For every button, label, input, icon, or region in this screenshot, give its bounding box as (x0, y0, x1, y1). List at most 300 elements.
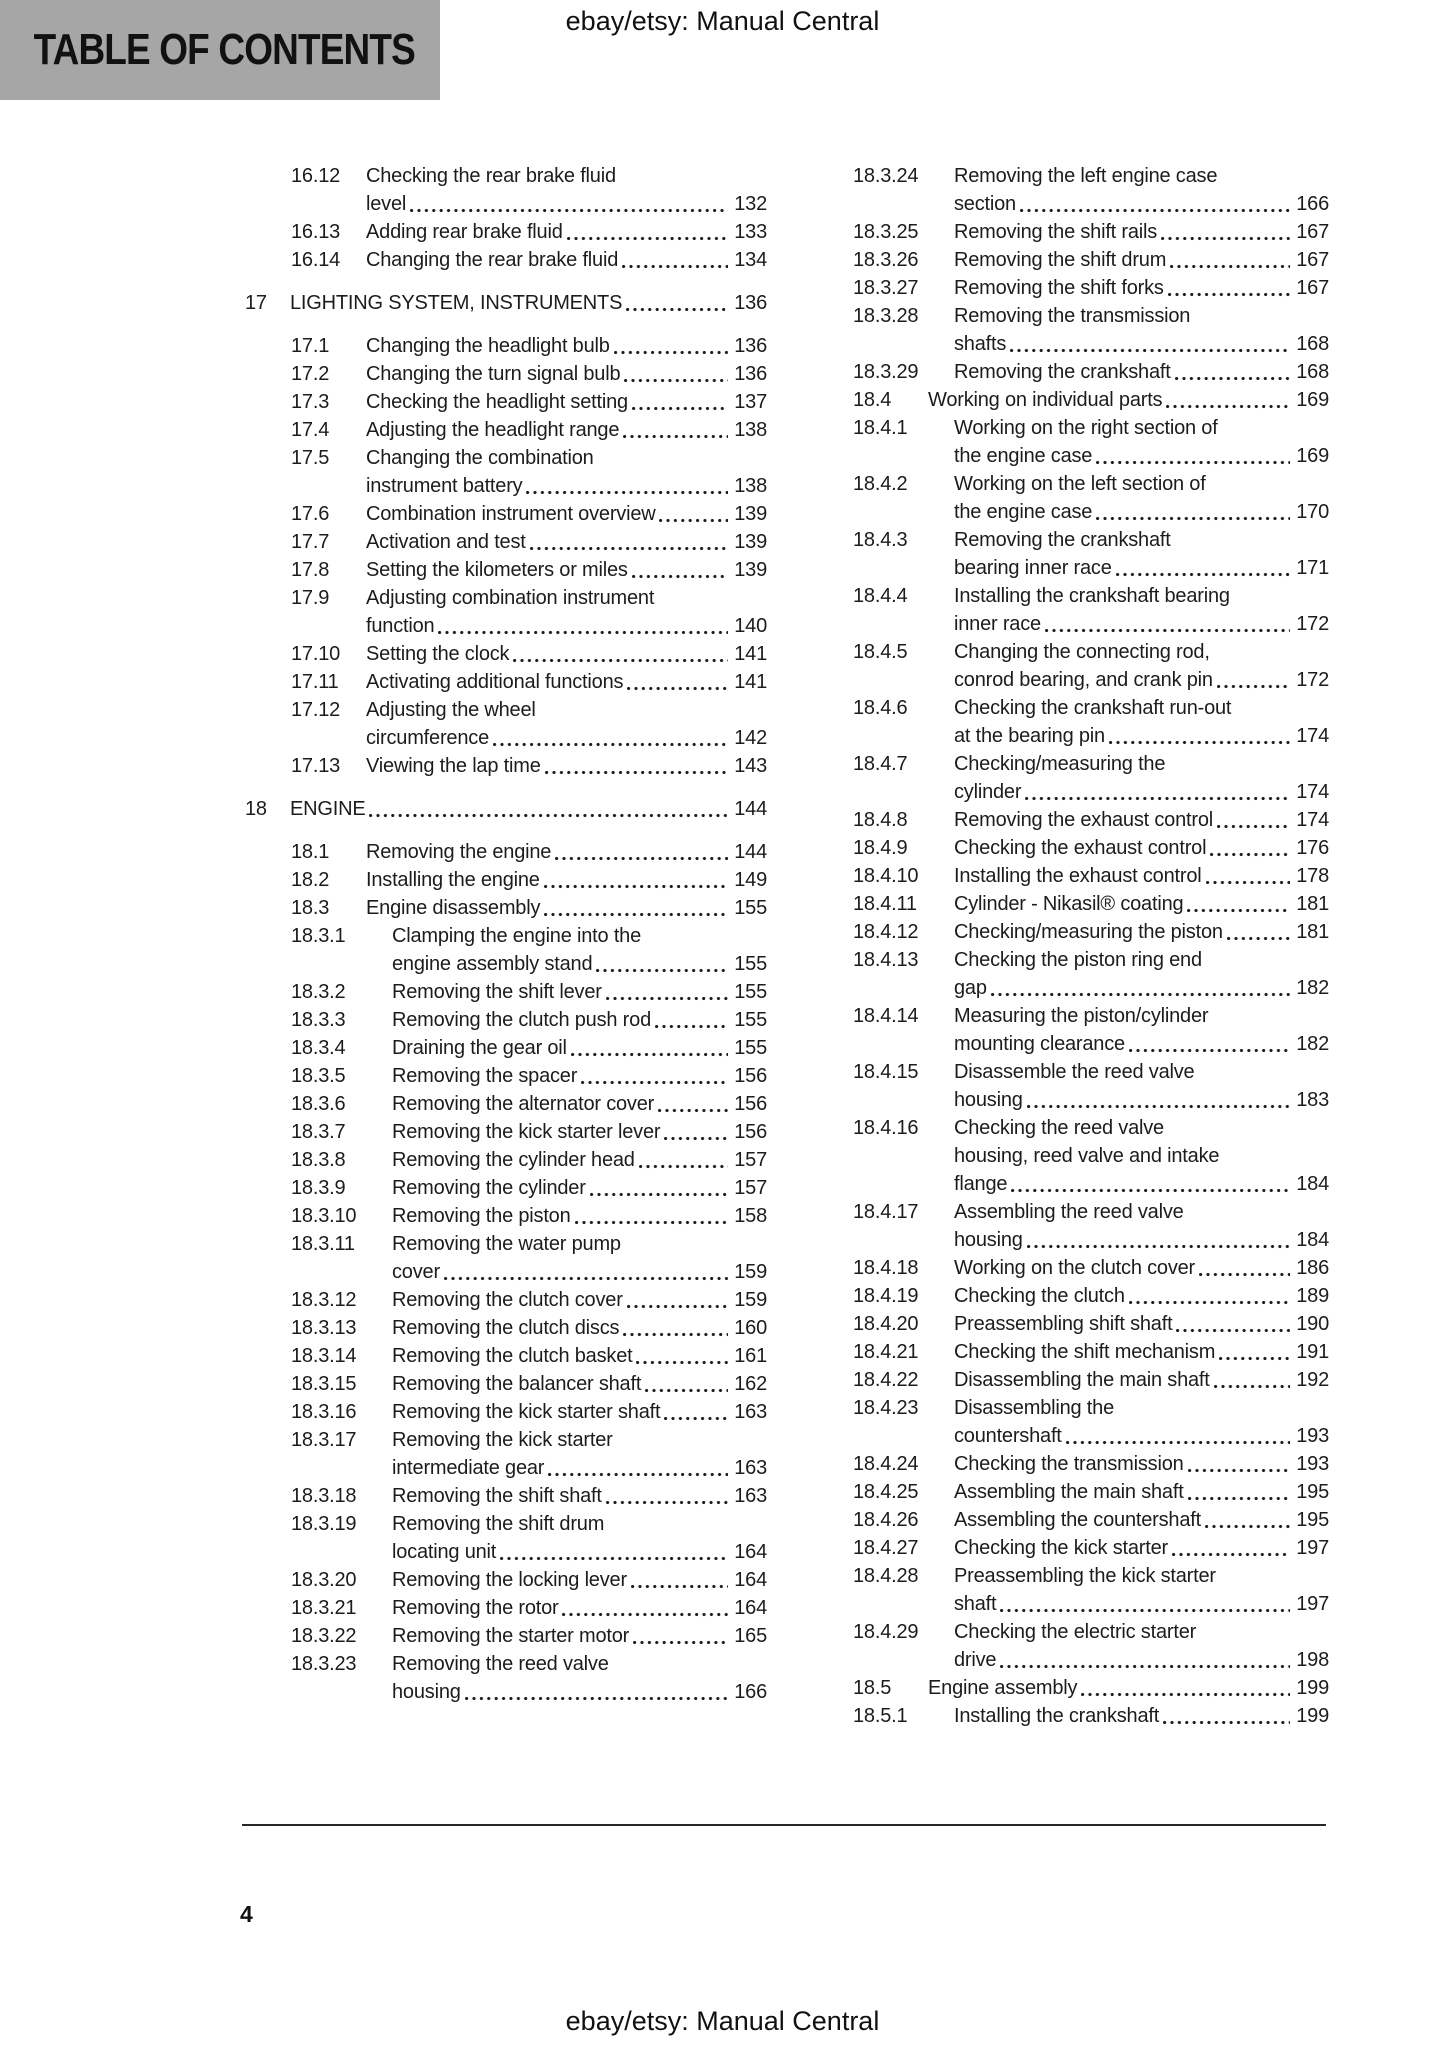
toc-entry (807, 582, 1329, 638)
toc-entry (807, 918, 1329, 946)
toc-entry-page: 199 (1296, 1677, 1329, 1699)
toc-entry-number: 18.3.15 (291, 1373, 357, 1395)
toc-entry-lastline (366, 528, 767, 556)
toc-entry-body (954, 1702, 1329, 1730)
toc-entry-title: Removing the shift rails (954, 221, 1158, 243)
dot-leader (655, 1024, 728, 1029)
toc-entry-page: 186 (1296, 1257, 1329, 1279)
toc-entry (807, 1394, 1329, 1450)
toc-entry-page: 156 (734, 1065, 767, 1087)
dot-leader (991, 992, 1290, 997)
toc-entry-body (392, 1622, 767, 1650)
toc-entry-title: Working on individual parts (928, 389, 1163, 411)
toc-entry (245, 1230, 767, 1286)
toc-entry-number: 16.12 (291, 165, 341, 187)
toc-entry (807, 274, 1329, 302)
dot-leader (1129, 1300, 1290, 1305)
toc-entry-title: Engine assembly (928, 1677, 1078, 1699)
toc-entry (807, 1618, 1329, 1674)
toc-entry-title: Measuring the piston/cylinder (954, 1005, 1209, 1027)
toc-entry (807, 694, 1329, 750)
toc-entry-title: Disassembling the (954, 1397, 1115, 1419)
toc-entry (245, 584, 767, 640)
toc-entry-body (392, 1174, 767, 1202)
toc-entry-number: 18.4.19 (853, 1285, 919, 1307)
dot-leader (500, 1556, 728, 1561)
toc-entry-title: Changing the combination (366, 447, 594, 469)
toc-entry-lastline (392, 1090, 767, 1118)
toc-entry-page: 192 (1296, 1369, 1329, 1391)
toc-entry-lastline (290, 795, 767, 823)
toc-entry-number: 17.11 (291, 671, 339, 693)
toc-entry-title: Removing the engine (366, 841, 552, 863)
toc-entry-page: 174 (1296, 781, 1329, 803)
toc-entry-number: 17.12 (291, 699, 341, 721)
toc-entry-number: 18.3.4 (291, 1037, 346, 1059)
toc-entry-page: 138 (734, 419, 767, 441)
toc-entry-title: Removing the locking lever (392, 1569, 627, 1591)
dot-leader (627, 686, 728, 691)
dot-leader (1210, 852, 1290, 857)
toc-entry-page: 155 (734, 1037, 767, 1059)
toc-entry-page: 144 (734, 798, 767, 820)
toc-entry (807, 1254, 1329, 1282)
toc-entry-page: 166 (734, 1681, 767, 1703)
toc-entry (245, 978, 767, 1006)
dot-leader (545, 770, 729, 775)
dot-leader (626, 307, 728, 312)
toc-entry-page: 181 (1296, 921, 1329, 943)
toc-entry (807, 638, 1329, 694)
toc-entry-title: Disassembling the main shaft (954, 1369, 1210, 1391)
toc-entry-number: 18.4.7 (853, 753, 908, 775)
toc-entry-title: instrument battery (366, 475, 523, 497)
toc-column-right (807, 162, 1329, 1730)
toc-entry (245, 922, 767, 978)
toc-entry-lastline (392, 1314, 767, 1342)
toc-entry-lastline (366, 218, 767, 246)
toc-entry-page: 166 (1296, 193, 1329, 215)
toc-entry (245, 1398, 767, 1426)
toc-entry-page: 184 (1296, 1229, 1329, 1251)
dot-leader (1188, 1468, 1291, 1473)
toc-entry-title: housing (392, 1681, 461, 1703)
toc-entry (245, 640, 767, 668)
toc-entry-page: 162 (734, 1373, 767, 1395)
toc-entry-number: 17.1 (291, 335, 330, 357)
dot-leader (658, 1108, 728, 1113)
toc-entry-lastline (954, 1170, 1329, 1198)
toc-entry-title: Removing the shift forks (954, 277, 1164, 299)
toc-entry (245, 1650, 767, 1706)
toc-entry-title: Combination instrument overview (366, 503, 656, 525)
toc-entry-lastline (954, 722, 1329, 750)
toc-entry-number: 18.3.24 (853, 165, 919, 187)
toc-entry-title: housing, reed valve and intake (954, 1145, 1220, 1167)
toc-entry-title: Checking the exhaust control (954, 837, 1207, 859)
dot-leader (636, 1360, 728, 1365)
toc-entry-lastline (366, 472, 767, 500)
toc-entry-body (392, 1006, 767, 1034)
toc-entry-page: 163 (734, 1485, 767, 1507)
toc-entry-number: 18.4.8 (853, 809, 908, 831)
toc-entry-title: Installing the crankshaft bearing (954, 585, 1230, 607)
toc-entry-title: Checking the rear brake fluid (366, 165, 616, 187)
dot-leader (544, 912, 728, 917)
toc-entry-title: Installing the engine (366, 869, 540, 891)
toc-entry-lastline (392, 1370, 767, 1398)
toc-entry-title: Removing the left engine case (954, 165, 1218, 187)
toc-entry (245, 1482, 767, 1510)
toc-entry-lastline (392, 1594, 767, 1622)
toc-entry-body (954, 162, 1329, 218)
dot-leader (1081, 1692, 1290, 1697)
toc-entry-lastline (954, 1590, 1329, 1618)
dot-leader (632, 406, 728, 411)
toc-entry-lastline (366, 838, 767, 866)
toc-entry-lastline (290, 289, 767, 317)
toc-entry-number: 18.4.2 (853, 473, 908, 495)
toc-entry (807, 946, 1329, 1002)
toc-entry-lastline (392, 1146, 767, 1174)
toc-entry-number: 18 (245, 798, 267, 820)
toc-entry-body (366, 696, 767, 752)
toc-entry-title: Removing the alternator cover (392, 1093, 655, 1115)
toc-entry-page: 167 (1296, 249, 1329, 271)
toc-entry-page: 169 (1296, 445, 1329, 467)
toc-entry-title: function (366, 615, 435, 637)
dot-leader (526, 490, 728, 495)
toc-entry-body (366, 668, 767, 696)
toc-entry-lastline (392, 950, 767, 978)
toc-entry-number: 18.3.27 (853, 277, 919, 299)
toc-entry-number: 17.9 (291, 587, 330, 609)
toc-entry-body (366, 640, 767, 668)
toc-entry-body (954, 834, 1329, 862)
toc-entry-number: 18.4.24 (853, 1453, 919, 1475)
toc-entry-lastline (392, 1398, 767, 1426)
toc-entry-title: level (366, 193, 407, 215)
toc-entry-title: cover (392, 1261, 440, 1283)
toc-entry (807, 246, 1329, 274)
toc-entry (245, 1426, 767, 1482)
toc-entry-lastline (392, 1482, 767, 1510)
toc-entry-page: 141 (734, 643, 767, 665)
toc-entry-body (366, 416, 767, 444)
toc-entry-number: 18.3 (291, 897, 330, 919)
toc-entry-page: 163 (734, 1457, 767, 1479)
toc-entry (245, 1314, 767, 1342)
toc-entry-body (392, 978, 767, 1006)
toc-entry-title: intermediate gear (392, 1457, 545, 1479)
toc-entry-number: 18.3.19 (291, 1513, 357, 1535)
toc-entry-page: 140 (734, 615, 767, 637)
toc-entry-page: 172 (1296, 669, 1329, 691)
toc-entry-page: 184 (1296, 1173, 1329, 1195)
toc-entry-title: shaft (954, 1593, 997, 1615)
dot-leader (1109, 740, 1290, 745)
toc-entry-title: Removing the rotor (392, 1597, 559, 1619)
toc-entry-body (392, 1118, 767, 1146)
toc-entry-page: 157 (734, 1149, 767, 1171)
toc-entry-body (392, 1510, 767, 1566)
toc-entry-body (366, 894, 767, 922)
toc-entry-title: Setting the clock (366, 643, 510, 665)
footer-divider (242, 1824, 1326, 1826)
toc-entry-title: Checking the reed valve (954, 1117, 1164, 1139)
dot-leader (596, 968, 728, 973)
toc-entry (807, 1198, 1329, 1254)
toc-entry-title: at the bearing pin (954, 725, 1105, 747)
toc-entry-lastline (954, 358, 1329, 386)
dot-leader (493, 742, 728, 747)
toc-entry-body (954, 1254, 1329, 1282)
toc-entry-title: Changing the rear brake fluid (366, 249, 619, 271)
toc-entry (245, 289, 767, 317)
toc-entry-body (954, 918, 1329, 946)
toc-entry-body (954, 1310, 1329, 1338)
toc-entry-title: inner race (954, 613, 1041, 635)
toc-entry (807, 862, 1329, 890)
toc-entry-number: 18.3.2 (291, 981, 346, 1003)
dot-leader (410, 208, 728, 213)
toc-entry-page: 165 (734, 1625, 767, 1647)
toc-entry-body (392, 1370, 767, 1398)
toc-entry-body (366, 500, 767, 528)
toc-entry-number: 18.5 (853, 1677, 892, 1699)
toc-entry-title: Removing the piston (392, 1205, 571, 1227)
toc-entry (807, 162, 1329, 218)
dot-leader (631, 1584, 728, 1589)
toc-entry (245, 162, 767, 218)
toc-entry-page: 182 (1296, 1033, 1329, 1055)
dot-leader (627, 1304, 729, 1309)
toc-entry-lastline (954, 778, 1329, 806)
toc-entry-title: housing (954, 1089, 1023, 1111)
toc-entry-body (392, 1090, 767, 1118)
toc-entry (807, 302, 1329, 358)
toc-entry-body (954, 1394, 1329, 1450)
toc-entry-page: 155 (734, 897, 767, 919)
toc-entry-lastline (392, 1454, 767, 1482)
toc-entry (245, 1090, 767, 1118)
toc-entry-lastline (954, 1478, 1329, 1506)
toc-entry-title: Removing the water pump (392, 1233, 621, 1255)
toc-entry-title: Assembling the reed valve (954, 1201, 1184, 1223)
toc-entry-lastline (392, 1034, 767, 1062)
toc-entry-title: Removing the kick starter lever (392, 1121, 661, 1143)
toc-entry-body (954, 1058, 1329, 1114)
toc-entry (807, 1058, 1329, 1114)
dot-leader (1205, 1524, 1290, 1529)
toc-entry-lastline (954, 1282, 1329, 1310)
toc-entry-page: 149 (734, 869, 767, 891)
toc-entry-number: 18.3.25 (853, 221, 919, 243)
toc-entry-number: 18.4.17 (853, 1201, 919, 1223)
toc-entry-lastline (954, 498, 1329, 526)
document-footer-title: ebay/etsy: Manual Central (565, 2006, 880, 2036)
dot-leader (1217, 684, 1290, 689)
toc-entry-number: 17.13 (291, 755, 341, 777)
toc-entry-title: Checking the electric starter (954, 1621, 1197, 1643)
toc-entry-page: 197 (1296, 1593, 1329, 1615)
toc-entry-lastline (392, 1566, 767, 1594)
toc-entry-lastline (954, 1310, 1329, 1338)
toc-entry-body (366, 866, 767, 894)
dot-leader (530, 546, 729, 551)
toc-entry-body (954, 1114, 1329, 1198)
toc-entry-number: 18.4.6 (853, 697, 908, 719)
toc-entry-lastline (954, 1086, 1329, 1114)
toc-entry-page: 176 (1296, 837, 1329, 859)
toc-entry-page: 178 (1296, 865, 1329, 887)
toc-entry-title: Assembling the countershaft (954, 1509, 1201, 1531)
toc-entry-body (392, 1314, 767, 1342)
toc-entry-body (954, 1282, 1329, 1310)
toc-entry-title: housing (954, 1229, 1023, 1251)
dot-leader (369, 813, 728, 818)
dot-leader (614, 350, 729, 355)
toc-entry (245, 1202, 767, 1230)
toc-entry-page: 157 (734, 1177, 767, 1199)
dot-leader (664, 1136, 728, 1141)
toc-entry-lastline (954, 806, 1329, 834)
toc-entry-lastline (366, 332, 767, 360)
toc-entry-number: 18.3.29 (853, 361, 919, 383)
toc-entry-number: 18.3.21 (291, 1597, 357, 1619)
toc-entry-lastline (366, 246, 767, 274)
toc-entry (807, 834, 1329, 862)
toc-entry-lastline (392, 1286, 767, 1314)
toc-entry-number: 18.4.16 (853, 1117, 919, 1139)
toc-entry-number: 18.4.28 (853, 1565, 919, 1587)
toc-entry-body (954, 1366, 1329, 1394)
toc-entry-number: 18.4.4 (853, 585, 908, 607)
dot-leader (575, 1220, 729, 1225)
toc-entry-number: 17.4 (291, 419, 330, 441)
toc-entry-number: 18.3.18 (291, 1485, 357, 1507)
toc-entry-body (954, 1198, 1329, 1254)
toc-entry-body (392, 1286, 767, 1314)
toc-entry-title: Removing the clutch push rod (392, 1009, 651, 1031)
dot-leader (664, 1416, 728, 1421)
toc-entry (807, 414, 1329, 470)
toc-entry-title: Removing the shift shaft (392, 1485, 602, 1507)
dot-leader (1187, 908, 1290, 913)
toc-entry-body (392, 1062, 767, 1090)
toc-entry-number: 18.3.13 (291, 1317, 357, 1339)
toc-entry-body (392, 1482, 767, 1510)
toc-entry-lastline (954, 974, 1329, 1002)
toc-entry-body (954, 750, 1329, 806)
toc-entry (807, 1702, 1329, 1730)
toc-entry-body (366, 444, 767, 500)
toc-entry (245, 795, 767, 823)
toc-entry (807, 1338, 1329, 1366)
toc-entry-number: 18.4 (853, 389, 892, 411)
toc-entry-page: 156 (734, 1093, 767, 1115)
toc-entry-title: Adjusting the headlight range (366, 419, 620, 441)
toc-entry-body (366, 246, 767, 274)
toc-entry-title: Removing the balancer shaft (392, 1373, 642, 1395)
toc-entry (807, 750, 1329, 806)
toc-entry-page: 133 (734, 221, 767, 243)
dot-leader (1096, 460, 1290, 465)
dot-leader (1025, 796, 1290, 801)
toc-entry-title: Setting the kilometers or miles (366, 559, 628, 581)
toc-entry (245, 1034, 767, 1062)
toc-entry-body (954, 582, 1329, 638)
toc-entry-title: Clamping the engine into the (392, 925, 642, 947)
toc-entry-body (928, 386, 1329, 414)
toc-entry-page: 198 (1296, 1649, 1329, 1671)
toc-entry (245, 388, 767, 416)
toc-entry-body (366, 556, 767, 584)
toc-entry-page: 160 (734, 1317, 767, 1339)
toc-entry-number: 18.3.20 (291, 1569, 357, 1591)
toc-entry (245, 894, 767, 922)
toc-entry-page: 163 (734, 1401, 767, 1423)
toc-entry-title: Removing the clutch discs (392, 1317, 620, 1339)
dot-leader (1176, 1328, 1290, 1333)
toc-entry-lastline (392, 1258, 767, 1286)
toc-entry-lastline (392, 1342, 767, 1370)
toc-entry-body (954, 1002, 1329, 1058)
toc-entry-number: 17.8 (291, 559, 330, 581)
toc-entry (245, 1622, 767, 1650)
toc-entry-page: 155 (734, 981, 767, 1003)
toc-entry-lastline (954, 554, 1329, 582)
toc-entry-number: 18.3.22 (291, 1625, 357, 1647)
toc-entry-lastline (954, 274, 1329, 302)
toc-entry-lastline (392, 1538, 767, 1566)
toc-entry-number: 18.4.29 (853, 1621, 919, 1643)
toc-entry-title: Removing the clutch basket (392, 1345, 633, 1367)
dot-leader (1011, 1188, 1290, 1193)
toc-entry-title: Checking/measuring the piston (954, 921, 1223, 943)
dot-leader (1027, 1244, 1291, 1249)
toc-entry-page: 195 (1296, 1509, 1329, 1531)
toc-entry-number: 18.3.8 (291, 1149, 346, 1171)
toc-entry (807, 1282, 1329, 1310)
toc-entry (245, 1174, 767, 1202)
toc-entry-lastline (954, 1646, 1329, 1674)
toc-entry-lastline (392, 1174, 767, 1202)
toc-entry-page: 167 (1296, 277, 1329, 299)
toc-entry-number: 18.4.25 (853, 1481, 919, 1503)
toc-entry-page: 197 (1296, 1537, 1329, 1559)
toc-entry-number: 17 (245, 292, 267, 314)
toc-entry-body (954, 946, 1329, 1002)
toc-entry-body (366, 752, 767, 780)
toc-entry-body (392, 1566, 767, 1594)
toc-entry-lastline (366, 416, 767, 444)
toc-entry-lastline (954, 246, 1329, 274)
toc-entry-page: 155 (734, 953, 767, 975)
toc-entry-lastline (954, 1254, 1329, 1282)
toc-entry-body (954, 890, 1329, 918)
toc-entry-title: the engine case (954, 501, 1093, 523)
toc-entry-page: 174 (1296, 725, 1329, 747)
toc-entry (245, 444, 767, 500)
toc-entry-body (366, 332, 767, 360)
toc-entry-number: 17.6 (291, 503, 330, 525)
toc-entry-body (366, 360, 767, 388)
toc-entry (245, 1062, 767, 1090)
toc-entry-lastline (954, 1338, 1329, 1366)
toc-entry-body (290, 795, 767, 823)
toc-entry-title: Removing the exhaust control (954, 809, 1213, 831)
